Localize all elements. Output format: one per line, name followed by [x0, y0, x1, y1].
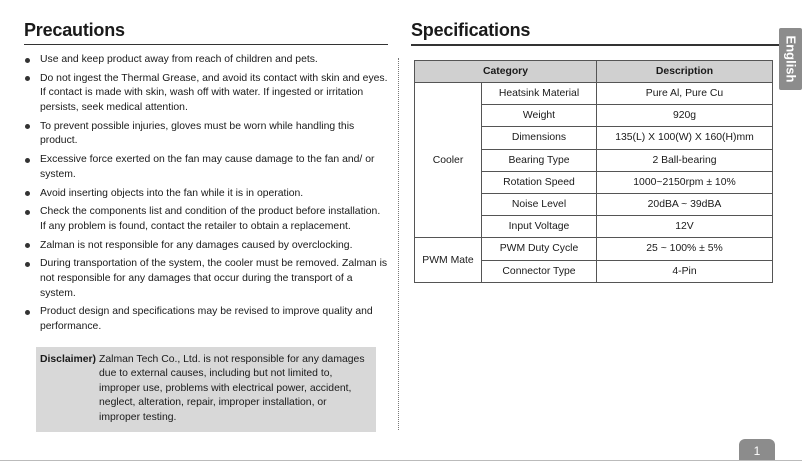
- row-value: 2 Ball-bearing: [597, 149, 773, 171]
- precaution-item: [24, 257, 388, 301]
- precaution-text: Do not ingest the Thermal Grease, and avoid its contact with skin and eyes. If contact is made with skin, wash off with water. If ingested or irritation persists, seek medical attention.: [40, 72, 388, 113]
- precaution-text: To prevent possible injuries, gloves must be worn while handling this product.: [40, 120, 355, 147]
- specifications-section: [411, 20, 773, 41]
- precaution-item: [24, 305, 388, 334]
- row-label: Weight: [482, 105, 597, 127]
- bullet-icon: [25, 243, 30, 248]
- row-label: Noise Level: [482, 193, 597, 215]
- bullet-icon: [25, 76, 30, 81]
- column-divider: [398, 58, 399, 430]
- header-description: Description: [597, 61, 773, 83]
- precaution-text: Use and keep product away from reach of children and pets.: [40, 54, 318, 65]
- bullet-icon: [25, 158, 30, 163]
- bullet-icon: [25, 58, 30, 63]
- precaution-text: Check the components list and condition of the product before installation. If any problem is found, contact the retailer to obtain a replacement.: [40, 206, 381, 232]
- table-row: [415, 83, 773, 105]
- disclaimer-label: Disclaimer): [40, 353, 97, 365]
- specifications-title: Specifications: [411, 20, 531, 40]
- disclaimer-text: Zalman Tech Co., Ltd. is not responsible for any damages due to external causes, including but not limited to, improper use, problems with electrical power, accident, neglect, alteration, repair, improper installation, or improper testing.: [99, 353, 365, 423]
- row-label: Dimensions: [482, 127, 597, 149]
- row-label: Bearing Type: [482, 149, 597, 171]
- bullet-icon: [25, 210, 30, 215]
- row-value: 20dBA ~ 39dBA: [597, 193, 773, 215]
- page-number: 1: [739, 439, 775, 461]
- precautions-title: Precautions: [24, 20, 388, 45]
- row-label: Heatsink Material: [482, 83, 597, 105]
- row-value: 4-Pin: [597, 260, 773, 282]
- language-tab-label: English: [783, 35, 798, 83]
- row-label: Rotation Speed: [482, 171, 597, 193]
- disclaimer-box: [36, 347, 376, 432]
- row-value: 135(L) X 100(W) X 160(H)mm: [597, 127, 773, 149]
- bullet-icon: [25, 310, 30, 315]
- row-value: 25 ~ 100% ± 5%: [597, 238, 773, 260]
- row-value: Pure Al, Pure Cu: [597, 83, 773, 105]
- precaution-item: [24, 120, 388, 149]
- row-label: Input Voltage: [482, 216, 597, 238]
- bullet-icon: [25, 191, 30, 196]
- precautions-section: [24, 20, 388, 432]
- precaution-item: [24, 153, 388, 182]
- group-cooler: Cooler: [415, 83, 482, 238]
- specifications-table: [414, 60, 773, 283]
- precaution-item: [24, 187, 388, 202]
- precaution-item: [24, 53, 388, 68]
- group-pwm-mate: PWM Mate: [415, 238, 482, 282]
- specifications-rule: [411, 44, 802, 46]
- precaution-item: [24, 205, 388, 234]
- row-label: PWM Duty Cycle: [482, 238, 597, 260]
- row-label: Connector Type: [482, 260, 597, 282]
- precaution-text: Zalman is not responsible for any damages caused by overclocking.: [40, 239, 353, 251]
- precautions-list: [24, 53, 388, 335]
- precaution-item: [24, 72, 388, 116]
- row-value: 920g: [597, 105, 773, 127]
- row-value: 12V: [597, 216, 773, 238]
- precaution-text: Product design and specifications may be revised to improve quality and performance.: [40, 306, 373, 332]
- header-category: Category: [415, 61, 597, 83]
- bullet-icon: [25, 262, 30, 267]
- precaution-text: Excessive force exerted on the fan may cause damage to the fan and/ or system.: [40, 154, 375, 180]
- table-header-row: [415, 61, 773, 83]
- row-value: 1000~2150rpm ± 10%: [597, 171, 773, 193]
- precaution-text: During transportation of the system, the cooler must be removed. Zalman is not responsible for any damages that occur during the transport of a system.: [40, 258, 388, 299]
- precaution-text: Avoid inserting objects into the fan while it is in operation.: [40, 187, 304, 199]
- bullet-icon: [25, 124, 30, 129]
- precaution-item: [24, 239, 388, 254]
- table-row: [415, 238, 773, 260]
- language-tab[interactable]: [779, 28, 802, 90]
